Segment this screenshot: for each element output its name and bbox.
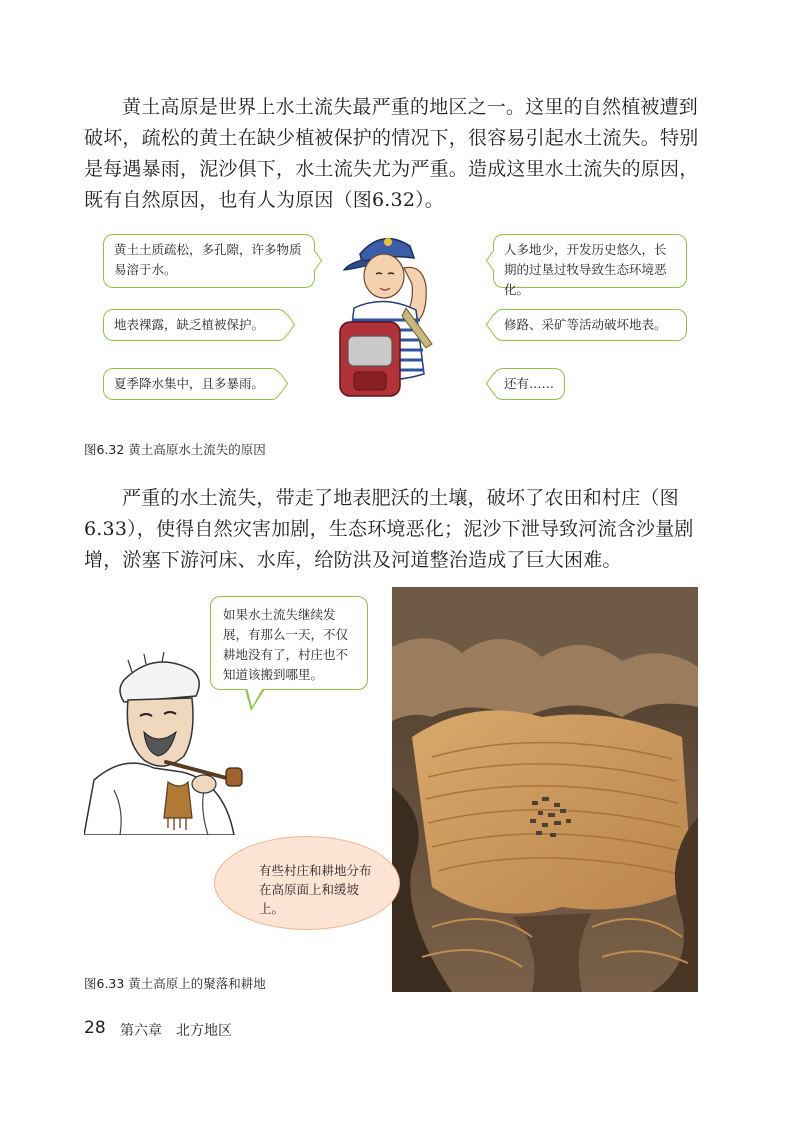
cause-bubble-summer-rain: 夏季降水集中，且多暴雨。 bbox=[103, 368, 281, 400]
cause-bubble-mining: 修路、采矿等活动破坏地表。 bbox=[493, 309, 687, 341]
cause-bubble-more: 还有…… bbox=[493, 368, 565, 400]
cause-bubble-loose-soil: 黄土土质疏松，多孔隙，许多物质易溶于水。 bbox=[103, 234, 315, 288]
chapter-title: 第六章 北方地区 bbox=[120, 1023, 232, 1039]
cause-bubble-bare-surface: 地表裸露，缺乏植被保护。 bbox=[103, 309, 288, 341]
farmer-illustration bbox=[84, 650, 254, 835]
photo-note-bubble: 有些村庄和耕地分布在高原面上和缓坡上。 bbox=[214, 836, 400, 930]
figure-632-caption: 图6.32 黄土高原水土流失的原因 bbox=[84, 442, 266, 457]
loess-plateau-aerial-photo bbox=[392, 587, 698, 992]
figure-633-caption: 图6.33 黄土高原上的聚落和耕地 bbox=[84, 976, 266, 991]
farmer-speech-bubble: 如果水土流失继续发展，有那么一天，不仅耕地没有了，村庄也不知道该搬到哪里。 bbox=[210, 596, 368, 690]
student-illustration bbox=[322, 224, 448, 414]
consequence-paragraph: 严重的水土流失，带走了地表肥沃的土壤，破坏了农田和村庄（图6.33），使得自然灾害加剧，生态环境恶化；泥沙下泄导致河流含沙量剧增，淤塞下游河床、水库，给防洪及河道整治造成了巨大困难。 bbox=[84, 487, 694, 571]
intro-paragraph: 黄土高原是世界上水土流失最严重的地区之一。这里的自然植被遭到破坏，疏松的黄土在缺少植被保护的情况下，很容易引起水土流失。特别是每遇暴雨，泥沙俱下，水土流失尤为严重。造成这里水土流失的原因，既有自然原因，也有人为原因（图6.32）。 bbox=[84, 96, 699, 211]
page-number: 28 bbox=[84, 1018, 106, 1038]
cause-bubble-overgrazing: 人多地少，开发历史悠久，长期的过垦过牧导致生态环境恶化。 bbox=[493, 234, 687, 288]
